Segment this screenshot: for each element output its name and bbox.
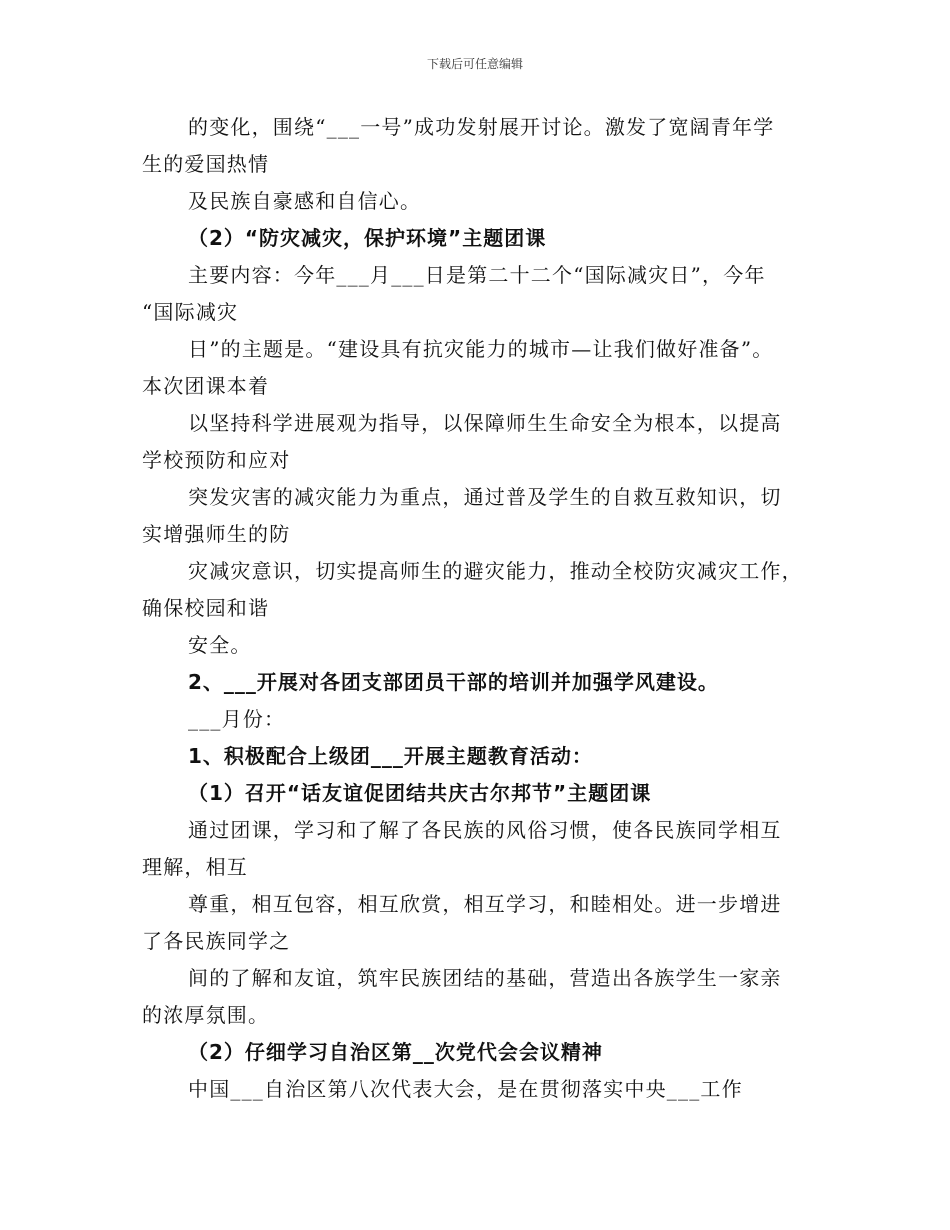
text-line: 的变化，围绕“___一号”成功发射展开讨论。激发了宽阔青年学 [188, 115, 775, 139]
text-line: 理解，相互 [142, 855, 248, 879]
text-line: 生的爱国热情 [142, 152, 270, 176]
text-line: 尊重，相互包容，相互欣赏，相互学习，和睦相处。进一步增进 [188, 892, 782, 916]
text-line: 及民族自豪感和自信心。 [188, 189, 422, 213]
text-line: “国际减灾 [142, 300, 239, 324]
section-heading: （2）仔细学习自治区第__次党代会会议精神 [188, 1040, 603, 1064]
page-header: 下载后可任意编辑 [426, 57, 523, 71]
text-line: 确保校园和谐 [142, 596, 270, 620]
text-line: 以坚持科学进展观为指导，以保障师生生命安全为根本，以提高 [188, 411, 782, 435]
text-line: 突发灾害的减灾能力为重点，通过普及学生的自救互救知识，切 [188, 485, 782, 509]
text-line: 主要内容：今年___月___日是第二十二个“国际减灾日”，今年 [188, 263, 766, 287]
text-line: 实增强师生的防 [142, 522, 291, 546]
section-heading: 1、积极配合上级团___开展主题教育活动： [188, 744, 593, 768]
text-line: 中国___自治区第八次代表大会，是在贯彻落实中央___工作 [188, 1077, 743, 1101]
section-heading: （1）召开“话友谊促团结共庆古尔邦节”主题团课 [188, 781, 652, 805]
section-heading: 2、___开展对各团支部团员干部的培训并加强学风建设。 [188, 670, 719, 694]
text-line: 日”的主题是。“建设具有抗灾能力的城市—让我们做好准备”。 [188, 337, 774, 361]
text-line: 灾减灾意识，切实提高师生的避灾能力，推动全校防灾减灾工作， [188, 559, 803, 583]
text-line: 本次团课本着 [142, 374, 270, 398]
text-line: 安全。 [188, 633, 252, 657]
text-line: 间的了解和友谊，筑牢民族团结的基础，营造出各族学生一家亲 [188, 966, 782, 990]
text-line: 的浓厚氛围。 [142, 1003, 270, 1027]
section-heading: （2）“防灾减灾，保护环境”主题团课 [188, 226, 547, 250]
text-line: 了各民族同学之 [142, 929, 291, 953]
text-line: 通过团课，学习和了解了各民族的风俗习惯，使各民族同学相互 [188, 818, 782, 842]
text-line: ___月份： [188, 707, 286, 731]
text-line: 学校预防和应对 [142, 448, 291, 472]
